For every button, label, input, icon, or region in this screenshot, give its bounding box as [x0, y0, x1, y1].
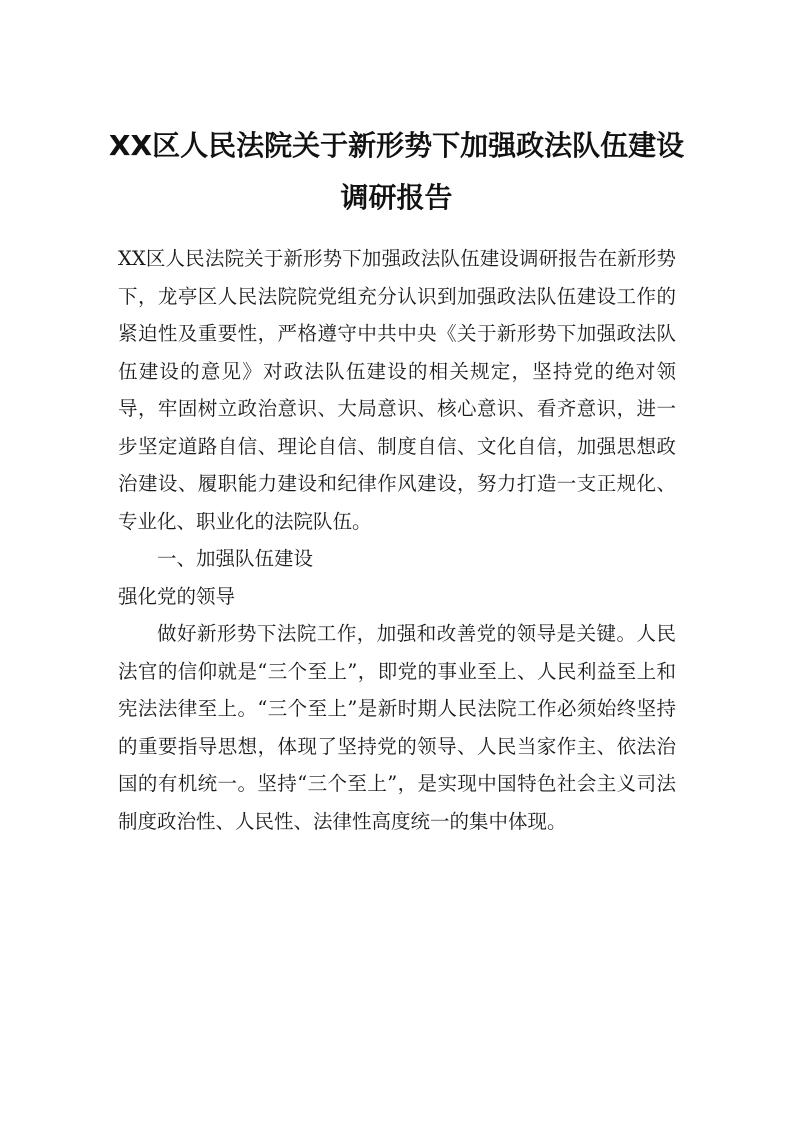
intro-paragraph: XX区人民法院关于新形势下加强政法队伍建设调研报告在新形势下，龙亭区人民法院院党组充分认识到加强政法队伍建设工作的紧迫性及重要性，严格遵守中共中央《关于新形势下加强政法队伍建设的意见》对政法队伍建设的相关规定，坚持党的绝对领导，牢固树立政治意识、大局意识、核心意识、看齐意识，进一步坚定道路自信、理论自信、制度自信、文化自信，加强思想政治建设、履职能力建设和纪律作风建设，努力打造一支正规化、专业化、职业化的法院队伍。: [118, 247, 676, 533]
document-body: [118, 240, 676, 840]
body-paragraph: 做好新形势下法院工作，加强和改善党的领导是关键。人民法官的信仰就是“三个至上”，即党的事业至上、人民利益至上和宪法法律至上。“三个至上”是新时期人民法院工作必须始终坚持的重要指导思想，体现了坚持党的领导、人民当家作主、依法治国的有机统一。坚持“三个至上”，是实现中国特色社会主义司法制度政治性、人民性、法律性高度统一的集中体现。: [118, 622, 676, 833]
section-heading: 一、加强队伍建设: [157, 547, 314, 570]
document-title: XX区人民法院关于新形势下加强政法队伍建设调研报告: [108, 129, 685, 214]
subsection-heading: 强化党的领导: [118, 584, 236, 608]
